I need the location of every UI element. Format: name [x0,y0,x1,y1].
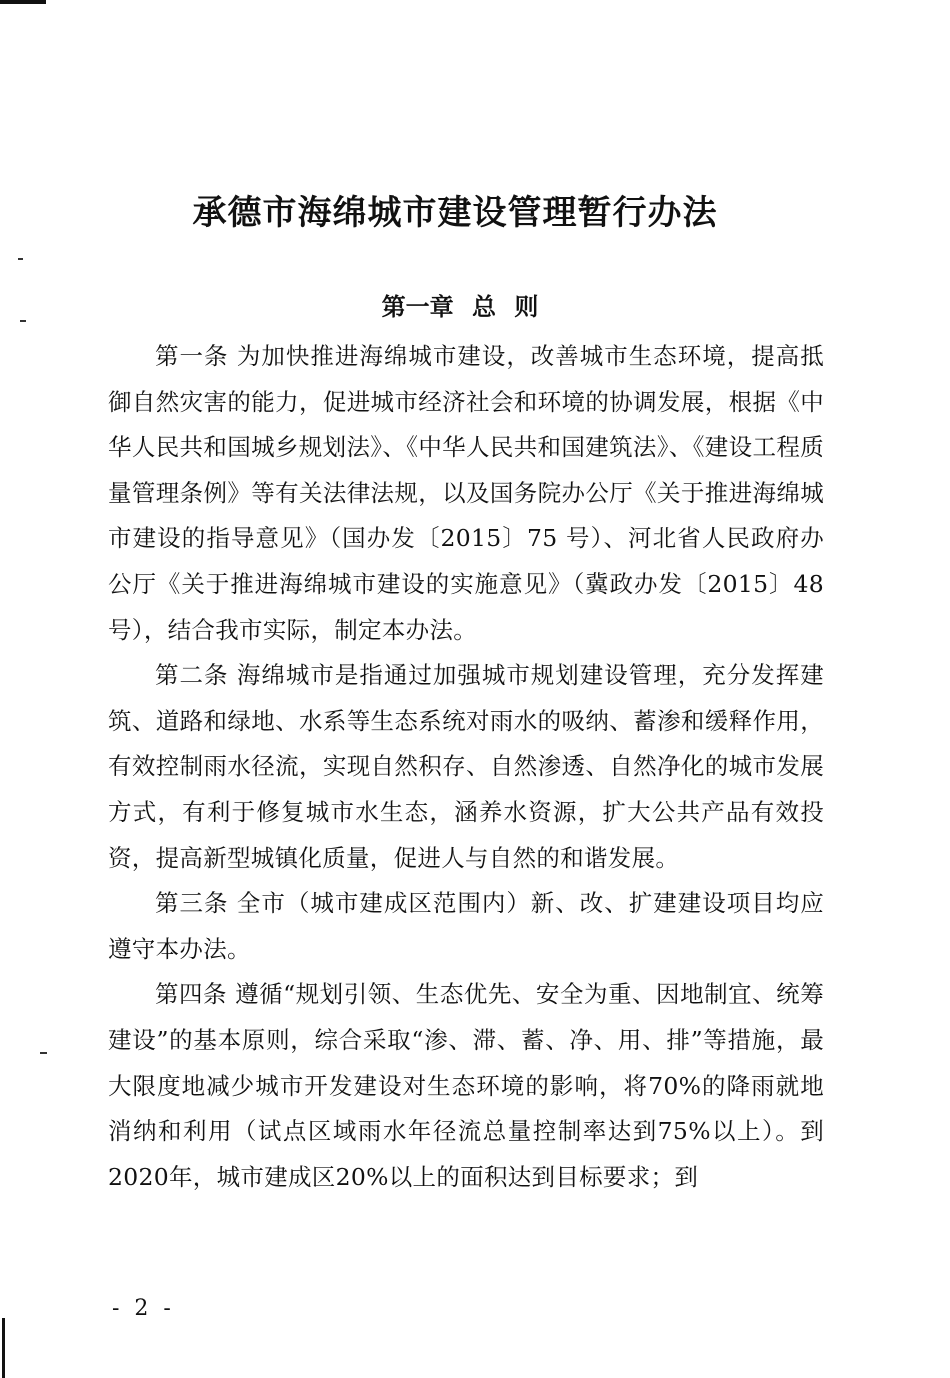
scan-edge-left [2,1318,5,1378]
article-2: 第二条 海绵城市是指通过加强城市规划建设管理，充分发挥建筑、道路和绿地、水系等生态系统对雨水的吸纳、蓄渗和缓释作用，有效控制雨水径流，实现自然积存、自然渗透、自然净化的城市发展方式，有利于修复城市水生态，涵养水资源，扩大公共产品有效投资，提高新型城镇化质量，促进人与自然的和谐发展。 [108,661,824,872]
page-number: - 2 - [112,1296,175,1321]
scan-edge-top [0,0,46,4]
article-3: 第三条 全市（城市建成区范围内）新、改、扩建建设项目均应遵守本办法。 [108,889,824,963]
document-body [108,334,824,1200]
chapter-heading: 第一章 总 则 [381,293,539,321]
scan-speck [40,1052,47,1054]
document-title: 承德市海绵城市建设管理暂行办法 [192,193,718,233]
scan-speck [18,258,23,260]
article-4: 第四条 遵循“规划引领、生态优先、安全为重、因地制宜、统筹建设”的基本原则，综合采取“渗、滞、蓄、净、用、排”等措施，最大限度地减少城市开发建设对生态环境的影响，将70%的降雨就地消纳和利用（试点区域雨水年径流总量控制率达到75%以上）。到2020年，城市建成区20%以上的面积达到目标要求；到 [108,980,824,1191]
article-1: 第一条 为加快推进海绵城市建设，改善城市生态环境，提高抵御自然灾害的能力，促进城市经济社会和环境的协调发展，根据《中华人民共和国城乡规划法》、《中华人民共和国建筑法》、《建设工程质量管理条例》等有关法律法规，以及国务院办公厅《关于推进海绵城市建设的指导意见》（国办发〔2015〕75 号）、河北省人民政府办公厅《关于推进海绵城市建设的实施意见》（冀政办发〔2015〕48号），结合我市实际，制定本办法。 [108,342,824,644]
